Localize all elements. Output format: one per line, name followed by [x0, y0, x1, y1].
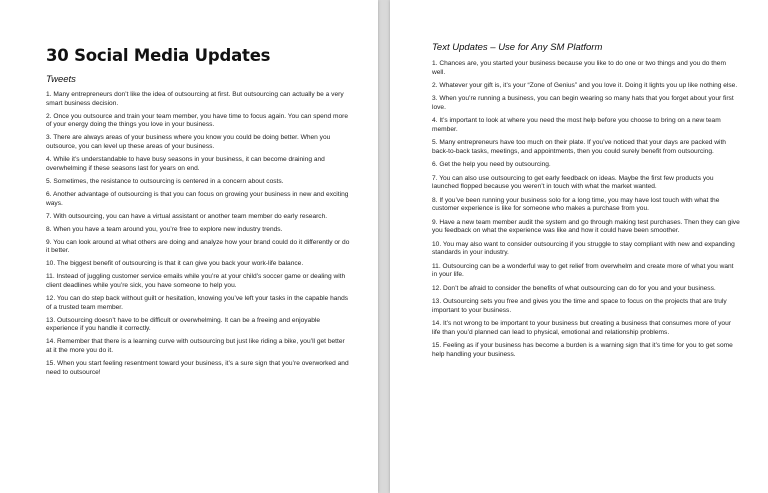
list-item: 9. Have a new team member audit the system and go through making test purchases. Then they can give you feedback on what the experience was like and how it could have been smoother.: [432, 218, 740, 235]
tweets-list: [46, 91, 350, 377]
list-item: 3. When you’re running a business, you can begin wearing so many hats that you forget about your first love.: [432, 95, 734, 111]
list-item: 14. Remember that there is a learning curve with outsourcing but just like riding a bike, you’ll get better at it the more you do it.: [46, 338, 345, 355]
list-item: 15. When you start feeling resentment toward your business, it’s a sure sign that you’re overworked and need to outsource!: [46, 360, 349, 376]
list-item: 1. Many entrepreneurs don’t like the idea of outsourcing at first. But outsourcing can actually be a very smart business decision.: [46, 91, 344, 107]
list-item: 4. It’s important to look at where you need the most help before you choose to bring on a new team member.: [432, 117, 721, 133]
list-item: 5. Many entrepreneurs have too much on their plate. If you’ve noticed that your days are packed with back-to-back tasks, meetings, and appointments, then you could surely benefit from outsourcing.: [432, 139, 726, 155]
list-item: 5. Sometimes, the resistance to outsourcing is centered in a concern about costs.: [46, 177, 284, 185]
list-item: 13. Outsourcing doesn’t have to be difficult or overwhelming. It can be a freeing and enjoyable experience if you handle it correctly.: [46, 316, 321, 333]
list-item: 8. When you have a team around you, you’re free to explore new industry trends.: [46, 225, 283, 233]
list-item: 6. Another advantage of outsourcing is that you can focus on growing your business in new and exciting ways.: [46, 190, 349, 207]
document-title: 30 Social Media Updates: [46, 46, 271, 65]
list-item: 4. While it’s understandable to have busy seasons in your business, it can become draining and overwhelming if these seasons last for years on end.: [46, 156, 325, 172]
list-item: 14. It’s not wrong to be important to your business but creating a business that consumes more of your life than you’d planned can lead to physical, emotional and relationship problems.: [432, 319, 731, 336]
list-item: 7. You can also use outsourcing to get early feedback on ideas. Maybe the first few products you launched flopped because you weren’t in touch with what the market wanted.: [432, 174, 714, 191]
list-item: 11. Outsourcing can be a wonderful way to get relief from overwhelm and create more of what you want in your life.: [432, 262, 734, 279]
list-item: 6. Get the help you need by outsourcing.: [432, 161, 551, 169]
list-item: 7. With outsourcing, you can have a virtual assistant or another team member do early research.: [46, 212, 328, 220]
list-item: 12. Don’t be afraid to consider the benefits of what outsourcing can do for you and your business.: [432, 284, 716, 292]
list-item: 12. You can do step back without guilt or hesitation, knowing you’ve left your tasks in the capable hands of a trusted team member.: [46, 294, 349, 311]
section-heading-tweets: Tweets: [46, 74, 76, 85]
list-item: 3. There are always areas of your business where you know you could be doing better. When you outsource, you can level up these areas of your business.: [46, 134, 331, 151]
list-item: 2. Once you outsource and train your team member, you have time to focus again. You can spend more of your energy doing the things you love in your business.: [46, 112, 349, 129]
list-item: 10. You may also want to consider outsourcing if you struggle to stay compliant with new and expanding standards in your industry.: [432, 240, 735, 257]
list-item: 2. Whatever your gift is, it’s your “Zone of Genius” and you love it. Doing it lights you up like nothing else.: [432, 82, 738, 89]
document-page-right: [390, 0, 768, 493]
section-heading-text-updates: Text Updates – Use for Any SM Platform: [432, 42, 603, 53]
list-item: 1. Chances are, you started your business because you like to do one or two things and you do them well.: [432, 60, 726, 76]
list-item: 10. The biggest benefit of outsourcing is that it can give you back your work-life balance.: [46, 260, 304, 268]
list-item: 15. Feeling as if your business has become a burden is a warning sign that it’s time for you to get some help handling your business.: [432, 341, 733, 358]
text-updates-list: [432, 60, 740, 359]
list-item: 13. Outsourcing sets you free and gives you the time and space to focus on the projects that are truly important to your business.: [432, 297, 727, 314]
list-item: 11. Instead of juggling customer service emails while you’re at your child’s soccer game or dealing with client deadlines while you’re sick, you have someone to help you.: [46, 273, 346, 289]
list-item: 9. You can look around at what others are doing and analyze how your brand could do it differently or do it better.: [46, 238, 350, 255]
list-item: 8. If you’ve been running your business solo for a long time, you may have lost touch with what the customer experience is like for someone who makes a purchase from you.: [432, 196, 720, 213]
document-page-left: [0, 0, 378, 493]
